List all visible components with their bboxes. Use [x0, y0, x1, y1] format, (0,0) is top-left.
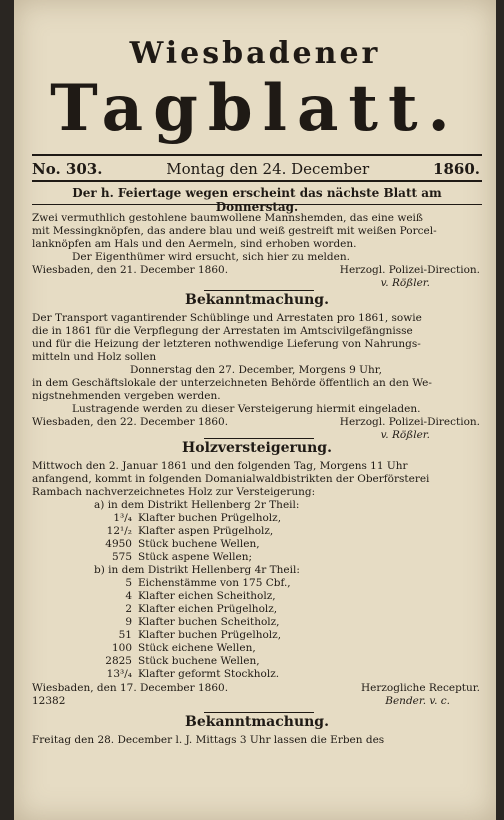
- list-item: [74, 642, 466, 655]
- quantity: 100: [111, 642, 132, 654]
- list-item: [74, 668, 466, 681]
- notice-shirts: [32, 212, 480, 290]
- header-rule-bottom: [32, 180, 482, 182]
- quantity: 575: [111, 551, 132, 563]
- signer: Bender. v. c.: [385, 695, 450, 707]
- description: Stück buchene Wellen,: [138, 538, 260, 550]
- notice-rule: [32, 204, 482, 205]
- issue-line: [32, 160, 480, 178]
- list-item: [74, 525, 466, 538]
- list-item: [74, 590, 466, 603]
- issue-number: No. 303.: [32, 160, 103, 178]
- wood-auction-signature: [32, 682, 480, 708]
- notice-transport: [32, 312, 480, 442]
- separator: [204, 712, 314, 713]
- text-line: mitteln und Holz sollen: [32, 351, 157, 363]
- description: Stück eichene Wellen,: [138, 642, 256, 654]
- list-item: [74, 603, 466, 616]
- newspaper-page: [14, 0, 496, 820]
- description: Klafter buchen Prügelholz,: [138, 629, 282, 641]
- list-item: [74, 629, 466, 642]
- quantity: 9: [125, 616, 132, 628]
- text-line: die in 1861 für die Verpflegung der Arrestaten im Amtscivilgefängnisse: [32, 325, 413, 337]
- signer: v. Rößler.: [380, 429, 430, 441]
- district-a-list: [74, 499, 466, 681]
- quantity: 51: [118, 629, 132, 641]
- separator: [204, 290, 314, 291]
- description: Klafter buchen Scheitholz,: [138, 616, 280, 628]
- list-item: [74, 551, 466, 564]
- section-heading: Holzversteigerung.: [182, 440, 332, 456]
- list-item: [74, 655, 466, 668]
- masthead-city: Wiesbadener: [129, 36, 381, 71]
- quantity: 1³/₄: [113, 512, 132, 524]
- text-line: Freitag den 28. December l. J. Mittags 3 Uhr lassen die Erben des: [32, 734, 385, 746]
- text-line: in dem Geschäftslokale der unterzeichneten Behörde öffentlich an den We-: [32, 377, 432, 389]
- place-date: Wiesbaden, den 17. December 1860.: [32, 682, 229, 694]
- quantity: 4950: [105, 538, 132, 550]
- signer-row: [32, 277, 480, 290]
- text-line: nigstnehmenden vergeben werden.: [32, 390, 221, 402]
- text-line: anfangend, kommt in folgenden Domanialwaldbistrikten der Oberförsterei: [32, 473, 430, 485]
- issue-year: 1860.: [433, 160, 480, 178]
- quantity: 2825: [105, 655, 132, 667]
- district-heading: b) in dem Distrikt Hellenberg 4r Theil:: [94, 564, 300, 576]
- text-line: lanknöpfen am Hals und den Aermeln, sind erhoben worden.: [32, 238, 357, 250]
- section-heading: Bekanntmachung.: [185, 714, 329, 730]
- description: Stück buchene Wellen,: [138, 655, 260, 667]
- description: Klafter eichen Prügelholz,: [138, 603, 278, 615]
- text-line: Zwei vermuthlich gestohlene baumwollene Mannshemden, das eine weiß: [32, 212, 423, 224]
- separator: [204, 438, 314, 439]
- holiday-notice: Der h. Feiertage wegen erscheint das nächste Blatt am Donnerstag.: [72, 186, 442, 214]
- text-line: Der Transport vagantirender Schüblinge und Arrestaten pro 1861, sowie: [32, 312, 422, 324]
- quantity: 4: [125, 590, 132, 602]
- header-rule-top: [32, 154, 482, 156]
- authority: Herzogliche Receptur.: [361, 682, 480, 694]
- place-date: Wiesbaden, den 22. December 1860.: [32, 416, 229, 428]
- authority: Herzogl. Polizei-Direction.: [339, 264, 480, 276]
- signer: v. Rößler.: [380, 277, 430, 289]
- text-line: Lustragende werden zu dieser Versteigerung hiermit eingeladen.: [72, 403, 421, 415]
- description: Stück aspene Wellen;: [138, 551, 253, 563]
- description: Klafter buchen Prügelholz,: [138, 512, 282, 524]
- list-item: [74, 616, 466, 629]
- description: Eichenstämme von 175 Cbf.,: [138, 577, 291, 589]
- district-heading: a) in dem Distrikt Hellenberg 2r Theil:: [94, 499, 300, 511]
- list-item: [74, 538, 466, 551]
- masthead-title: Tagblatt.: [50, 71, 460, 146]
- signer-row: [32, 695, 480, 708]
- notice-wood-auction: [32, 460, 480, 499]
- authority: Herzogl. Polizei-Direction.: [339, 416, 480, 428]
- notice-estate: [32, 734, 480, 747]
- text-line: Der Eigenthümer wird ersucht, sich hier zu melden.: [72, 251, 350, 263]
- text-line: Mittwoch den 2. Januar 1861 und den folgenden Tag, Morgens 11 Uhr: [32, 460, 408, 472]
- description: Klafter geformt Stockholz.: [138, 668, 280, 680]
- quantity: 2: [125, 603, 132, 615]
- quantity: 5: [125, 577, 132, 589]
- section-heading: Bekanntmachung.: [185, 292, 329, 308]
- list-item: [74, 577, 466, 590]
- signature-row: [32, 416, 480, 429]
- place-date: Wiesbaden, den 21. December 1860.: [32, 264, 229, 276]
- text-line: mit Messingknöpfen, das andere blau und weiß gestreift mit weißen Porcel-: [32, 225, 437, 237]
- date-line: Donnerstag den 27. December, Morgens 9 Uhr,: [129, 364, 382, 376]
- signature-row: [32, 264, 480, 277]
- quantity: 12¹/₂: [106, 525, 132, 537]
- list-item: [74, 512, 466, 525]
- issue-date: Montag den 24. December: [166, 160, 370, 178]
- description: Klafter eichen Scheitholz,: [138, 590, 276, 602]
- signature-row: [32, 682, 480, 695]
- text-line: Rambach nachverzeichnetes Holz zur Versteigerung:: [32, 486, 316, 498]
- quantity: 13³/₄: [106, 668, 132, 680]
- description: Klafter aspen Prügelholz,: [138, 525, 274, 537]
- reference-number: 12382: [32, 695, 66, 707]
- text-line: und für die Heizung der letzteren nothwendige Lieferung von Nahrungs-: [32, 338, 421, 350]
